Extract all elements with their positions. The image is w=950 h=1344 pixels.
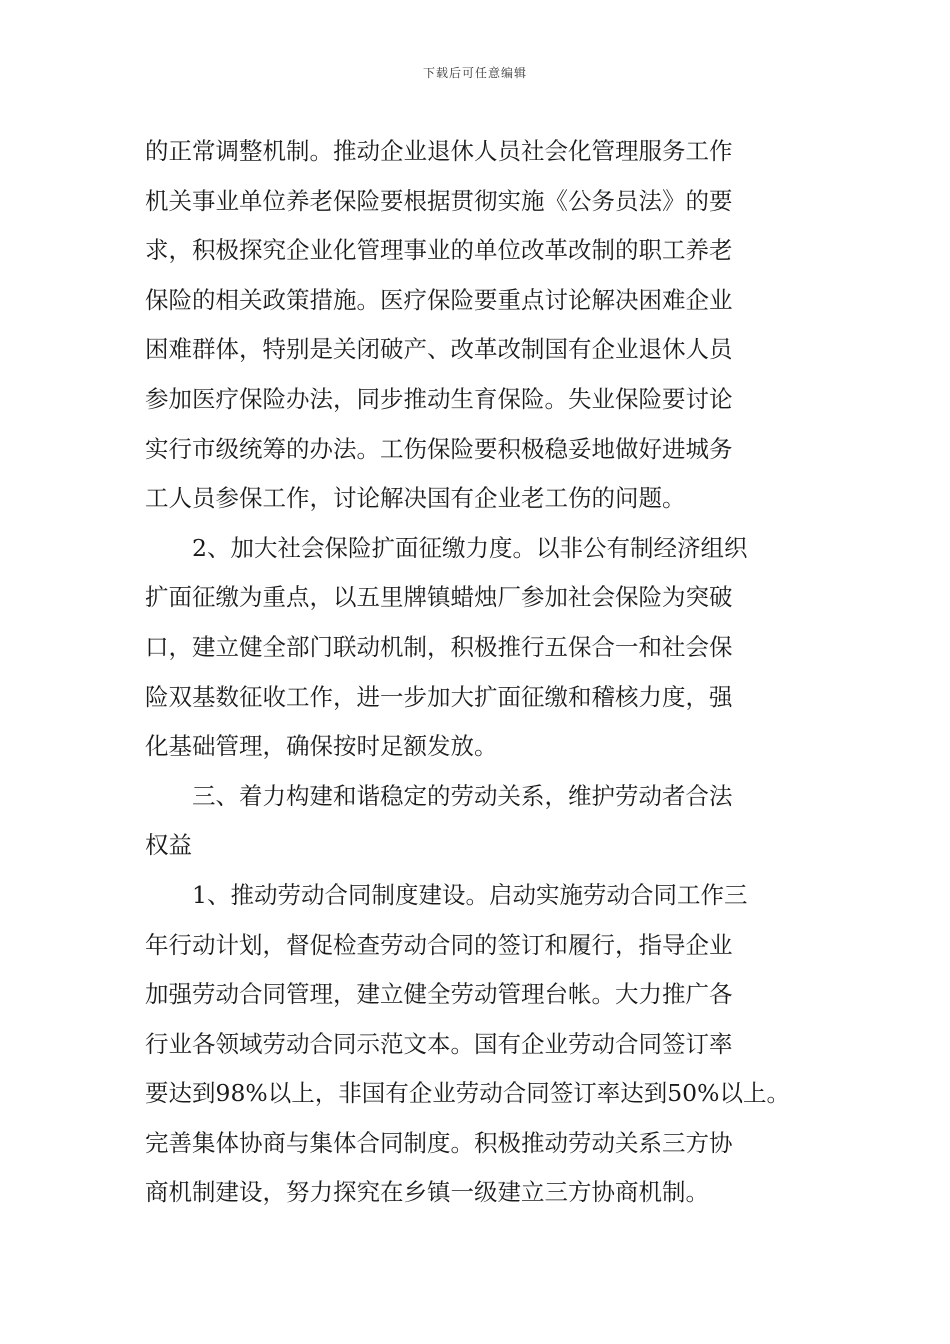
paragraph-start-line: 2、加大社会保险扩面征缴力度。以非公有制经济组织 xyxy=(192,533,748,562)
text-line: 困难群体，特别是关闭破产、改革改制国有企业退休人员 xyxy=(145,335,733,364)
text-line: 扩面征缴为重点，以五里牌镇蜡烛厂参加社会保险为突破 xyxy=(145,583,733,612)
text-line: 保险的相关政策措施。医疗保险要重点讨论解决困难企业 xyxy=(145,285,733,314)
text-line: 商机制建设，努力探究在乡镇一级建立三方协商机制。 xyxy=(145,1178,709,1207)
paragraph-start-line: 1、推动劳动合同制度建设。启动实施劳动合同工作三 xyxy=(192,880,748,909)
section-heading-line: 三、着力构建和谐稳定的劳动关系，维护劳动者合法 xyxy=(192,781,733,810)
document-body xyxy=(145,127,810,1218)
page-header: 下载后可任意编辑 xyxy=(422,66,527,80)
text-line: 的正常调整机制。推动企业退休人员社会化管理服务工作 xyxy=(145,137,733,165)
text-line: 参加医疗保险办法，同步推动生育保险。失业保险要讨论 xyxy=(145,384,733,413)
text-line: 机关事业单位养老保险要根据贯彻实施《公务员法》的要 xyxy=(145,186,733,215)
text-line: 加强劳动合同管理，建立健全劳动管理台帐。大力推广各 xyxy=(145,980,733,1009)
text-line: 险双基数征收工作，进一步加大扩面征缴和稽核力度，强 xyxy=(145,682,733,711)
text-line: 口，建立健全部门联动机制，积极推行五保合一和社会保 xyxy=(145,632,733,661)
text-line: 工人员参保工作，讨论解决国有企业老工伤的问题。 xyxy=(145,484,686,513)
text-line: 完善集体协商与集体合同制度。积极推动劳动关系三方协 xyxy=(145,1128,733,1157)
text-line: 化基础管理，确保按时足额发放。 xyxy=(145,732,498,761)
text-line: 年行动计划，督促检查劳动合同的签订和履行，指导企业 xyxy=(145,930,733,959)
text-line: 要达到98%以上，非国有企业劳动合同签订率达到50%以上。 xyxy=(145,1079,790,1108)
text-line: 行业各领域劳动合同示范文本。国有企业劳动合同签订率 xyxy=(145,1029,733,1058)
text-line: 实行市级统筹的办法。工伤保险要积极稳妥地做好进城务 xyxy=(145,434,733,463)
text-line: 求，积极探究企业化管理事业的单位改革改制的职工养老 xyxy=(145,236,733,265)
section-heading-line: 权益 xyxy=(145,831,192,860)
